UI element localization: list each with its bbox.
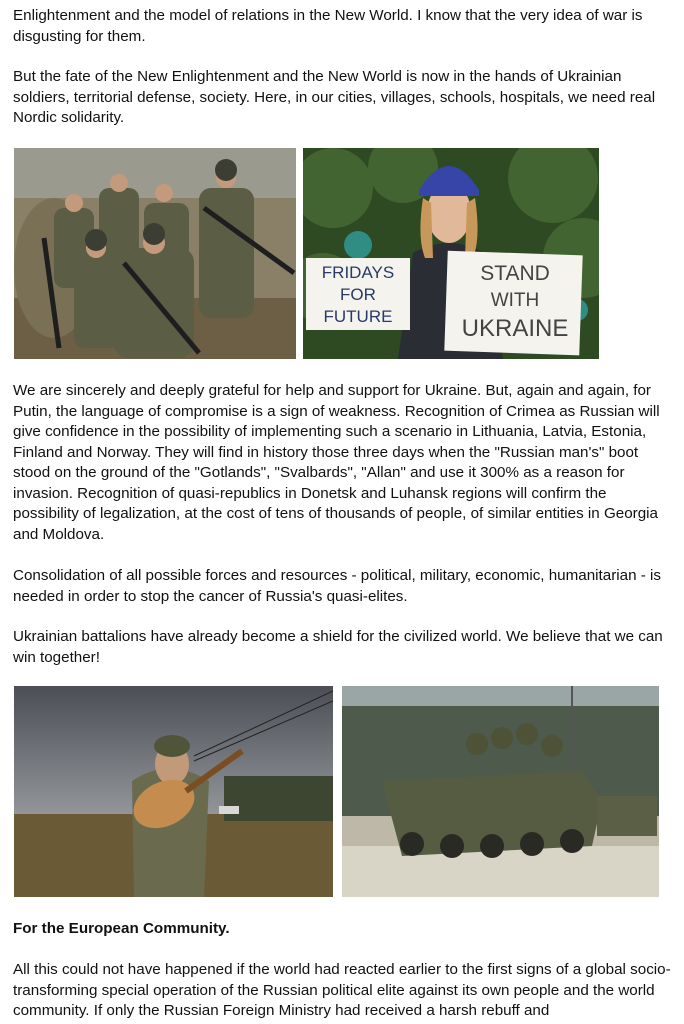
section-heading-european-community: For the European Community. (13, 920, 230, 937)
paragraph-consolidation: Consolidation of all possible forces and resources - political, military, economic, humanitarian - is needed in order to stop the cancer of Russia's quasi-elites. (13, 567, 662, 605)
photo-activist-signs (303, 148, 599, 359)
photo-armored-vehicle (342, 686, 659, 897)
sign-stand-line2: WITH (490, 290, 540, 311)
sign-fridays-line1: FRIDAYS (321, 263, 395, 282)
paragraph-nordic-solidarity: But the fate of the New Enlightenment and the New World is now in the hands of Ukrainian soldiers, territorial defense, society. Here, in our cities, villages, schools, hospitals, we need real Nordic solidarity. (13, 68, 656, 126)
paragraph-gratitude: We are sincerely and deeply grateful for help and support for Ukraine. But, again and again, for Putin, the language of compromise is a sign of weakness. Recognition of Crimea as Russian will give confidence in the possibility of implementing such a scenario in Lithuania, Latvia, Estonia, Finland and Norway. They will find in history those three days when the "Russian man's" boot stood on the ground of the "Gotlands", "Svalbards", "Allan" and use it 300% as a reason for invasion. Recognition of quasi-republics in Donetsk and Luhansk regions will confirm the possibility of legalization, at the cost of tens of thousands of people, of similar entities in Georgia and Moldova. (13, 382, 660, 543)
paragraph-battalions: Ukrainian battalions have already become a shield for the civilized world. We believe that we can win together! (13, 628, 663, 666)
photo-soldiers-group (14, 148, 296, 359)
photo-soldier-lute (14, 686, 333, 897)
sign-fridays-line3: FUTURE (323, 307, 393, 326)
paragraph-european-community: All this could not have happened if the world had reacted earlier to the first signs of a global socio-transforming special operation of the Russian political elite against its own people and the world community. If only the Russian Foreign Ministry had received a harsh rebuff and (13, 961, 671, 1019)
paragraph-intro: Enlightenment and the model of relations in the New World. I know that the very idea of war is disgusting for them. (13, 7, 643, 45)
sign-stand-line3: UKRAINE (461, 315, 569, 342)
sign-stand-line1: STAND (480, 262, 550, 285)
sign-fridays-line2: FOR (340, 285, 376, 304)
